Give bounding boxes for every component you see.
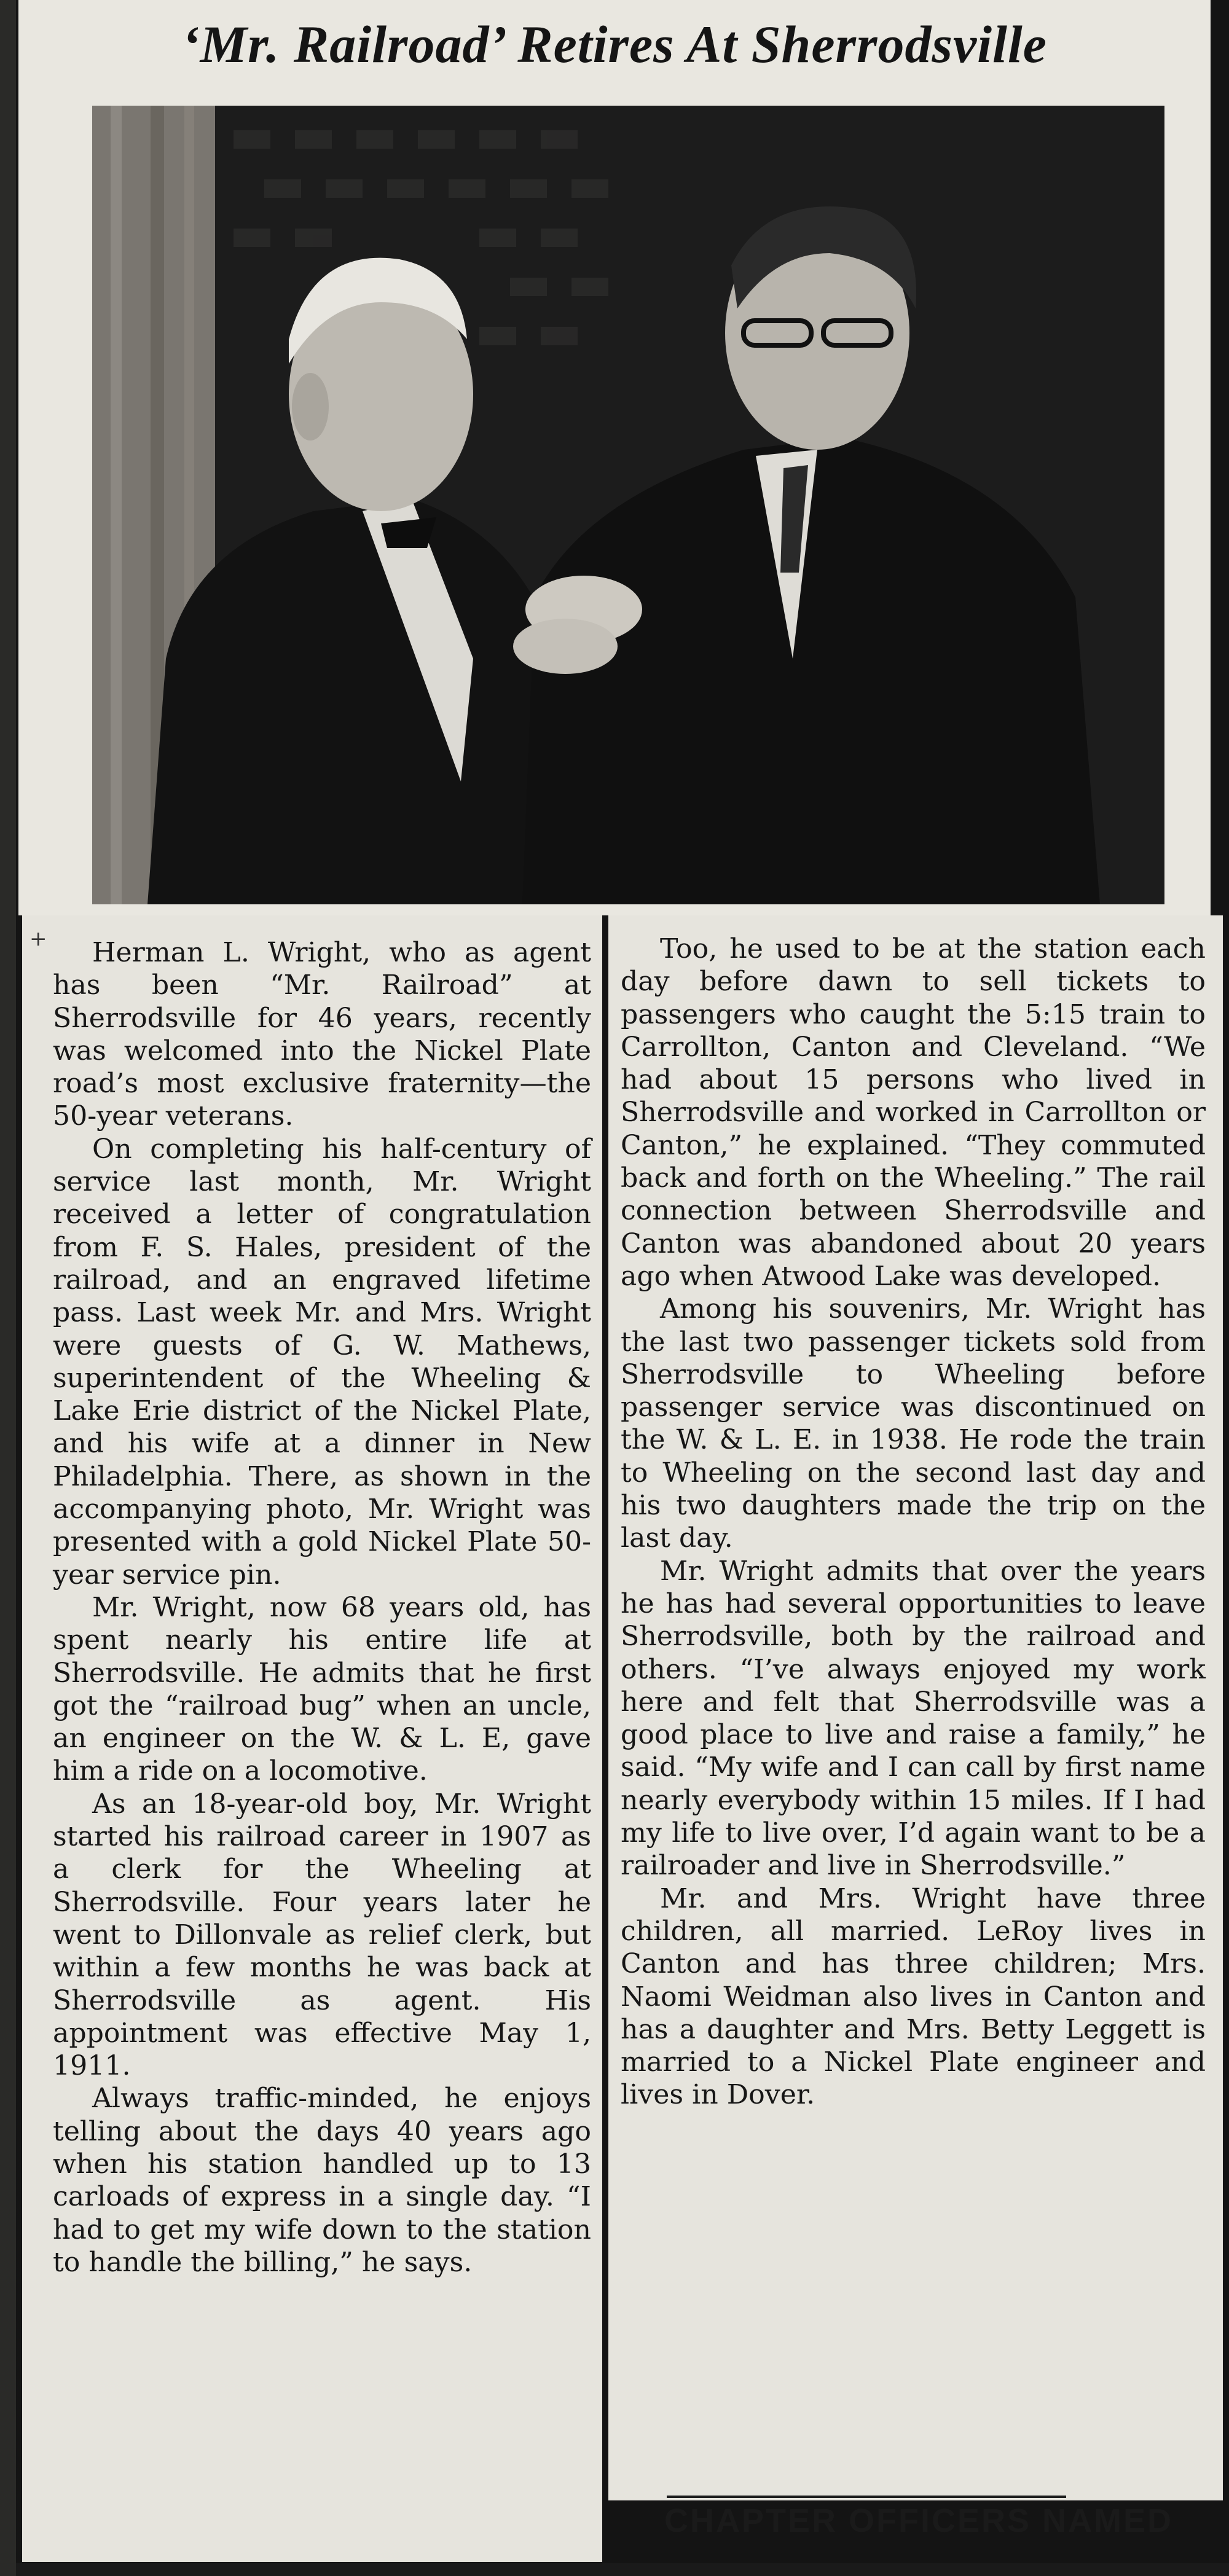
- section-divider: [667, 2496, 1066, 2498]
- page-edge-left: [0, 0, 16, 2576]
- paragraph: Among his souvenirs, Mr. Wright has the last two passenger tickets sold from Sherrodsville to Wheeling before passenger service was discontinued on the W. & L. E. in 1938. He rode the train to Wheeling on the second last day and his two daughters made the trip on the last day.: [621, 1293, 1206, 1554]
- clipping-header-panel: [18, 0, 1211, 915]
- paragraph: As an 18-year-old boy, Mr. Wright started his railroad career in 1907 as a clerk for the Wheeling at Sherrodsville. Four years later he went to Dillonvale as relief clerk, but within a few months he was back at Sherrodsville as agent. His appointment was effective May 1, 1911.: [53, 1788, 591, 2082]
- photograph-two-men-icon: [92, 106, 1164, 904]
- paragraph: On completing his half-century of service last month, Mr. Wright received a letter of congratulation from F. S. Hales, president of the railroad, and an engraved lifetime pass. Last week Mr. and Mrs. Wright were guests of G. W. Mathews, superintendent of the Wheeling & Lake Erie district of the Nickel Plate, and his wife at a dinner in New Philadelphia. There, as shown in the accompanying photo, Mr. Wright was presented with a gold Nickel Plate 50-year service pin.: [53, 1133, 591, 1591]
- next-article-headline: CHAPTER OFFICERS NAMED: [664, 2502, 1173, 2539]
- paragraph: Mr. and Mrs. Wright have three children, all married. LeRoy lives in Canton and has three children; Mrs. Naomi Weidman also lives in Canton and has a daughter and Mrs. Betty Leggett is married to a Nickel Plate engineer and lives in Dover.: [621, 1882, 1206, 2111]
- paragraph: Too, he used to be at the station each day before dawn to sell tickets to passengers who caught the 5:15 train to Carrollton, Canton and Cleveland. “We had about 15 persons who lived in Sherrodsville and worked in Carrollton or Canton,” he explained. “They commuted back and forth on the Wheeling.” The rail connection between Sherrodsville and Canton was abandoned about 20 years ago when Atwood Lake was developed.: [621, 933, 1206, 1292]
- paragraph: Mr. Wright admits that over the years he has had several opportunities to leave Sherrodsville, both by the railroad and others. “I’ve always enjoyed my work here and felt that Sherrodsville was a good place to live and raise a family,” he said. “My wife and I can call by first name nearly everybody within 15 miles. If I had my life to live over, I’d again want to be a railroader and live in Sherrodsville.”: [621, 1555, 1206, 1882]
- paragraph: Mr. Wright, now 68 years old, has spent nearly his entire life at Sherrodsville. He admits that he first got the “railroad bug” when an uncle, an engineer on the W. & L. E, gave him a ride on a locomotive.: [53, 1591, 591, 1787]
- article-column-right: [608, 915, 1223, 2500]
- photograph: [92, 106, 1164, 904]
- article-column-left: [22, 915, 602, 2562]
- paragraph: Always traffic-minded, he enjoys telling about the days 40 years ago when his station handled up to 13 carloads of express in a single day. “I had to get my wife down to the station to handle the billing,” he says.: [53, 2083, 591, 2278]
- dagger-mark: +: [29, 926, 47, 951]
- page-edge-bottom: [16, 2563, 1229, 2576]
- paragraph: Herman L. Wright, who as agent has been “Mr. Railroad” at Sherrodsville for 46 years, recently was welcomed into the Nickel Plate road’s most exclusive fraternity—the 50-year veterans.: [53, 937, 591, 1132]
- headline: ‘Mr. Railroad’ Retires At Sherrodsville: [182, 15, 1047, 74]
